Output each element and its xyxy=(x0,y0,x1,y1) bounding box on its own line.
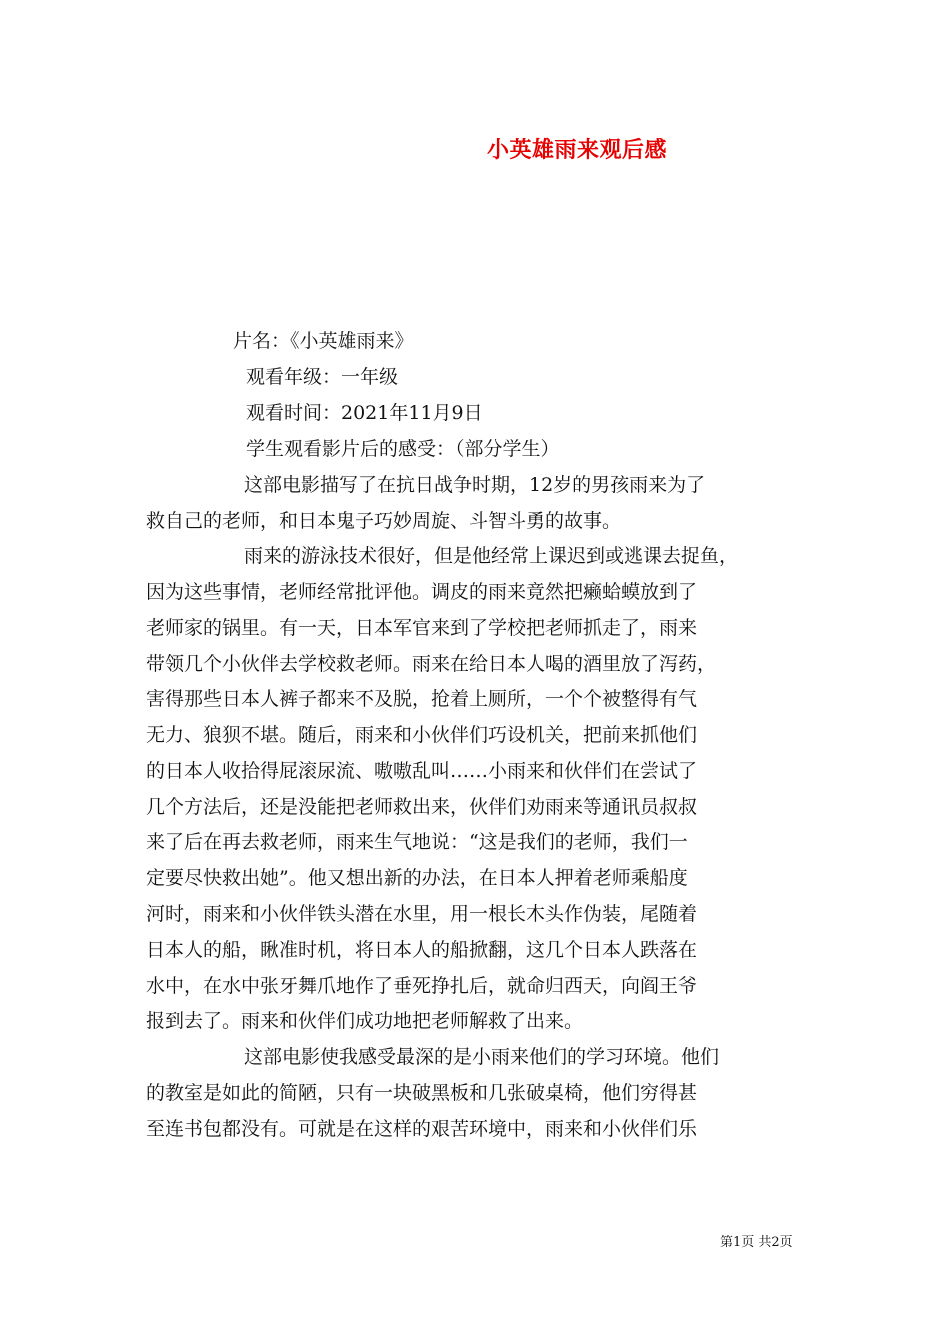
paragraph-line: 报到去了。雨来和伙伴们成功地把老师解救了出来。 xyxy=(146,1010,584,1032)
paragraph-line: 水中，在水中张牙舞爪地作了垂死挣扎后，就命归西天，向阎王爷 xyxy=(146,975,698,997)
paragraph-line: 的日本人收拾得屁滚尿流、嗷嗷乱叫……小雨来和伙伴们在尝试了 xyxy=(146,760,698,782)
page-number: 第1页 共2页 xyxy=(720,1235,793,1250)
paragraph-line: 救自己的老师，和日本鬼子巧妙周旋、斗智斗勇的故事。 xyxy=(146,510,622,532)
paragraph-line: 来了后在再去救老师，雨来生气地说：“这是我们的老师，我们一 xyxy=(146,831,688,853)
paragraph-line: 害得那些日本人裤子都来不及脱，抢着上厕所，一个个被整得有气 xyxy=(146,688,698,710)
paragraph-line: 因为这些事情，老师经常批评他。调皮的雨来竟然把癞蛤蟆放到了 xyxy=(146,581,698,603)
paragraph-line: 老师家的锅里。有一天，日本军官来到了学校把老师抓走了，雨来 xyxy=(146,617,698,639)
page-title: 小英雄雨来观后感 xyxy=(487,137,668,163)
film-name-line: 片名：《小英雄雨来》 xyxy=(233,330,414,352)
paragraph-line: 的教室是如此的简陋，只有一块破黑板和几张破桌椅，他们穷得甚 xyxy=(146,1082,698,1104)
paragraph-line: 日本人的船，瞅准时机，将日本人的船掀翻，这几个日本人跌落在 xyxy=(146,939,698,961)
paragraph-line: 无力、狼狈不堪。随后，雨来和小伙伴们巧设机关，把前来抓他们 xyxy=(146,724,698,746)
paragraph-line: 至连书包都没有。可就是在这样的艰苦环境中，雨来和小伙伴们乐 xyxy=(146,1118,698,1140)
paragraph-line: 这部电影描写了在抗日战争时期，12岁的男孩雨来为了 xyxy=(244,474,706,496)
paragraph-line: 几个方法后，还是没能把老师救出来，伙伴们劝雨来等通讯员叔叔 xyxy=(146,796,698,818)
paragraph-line: 河时，雨来和小伙伴铁头潜在水里，用一根长木头作伪装，尾随着 xyxy=(146,903,698,925)
paragraph-line: 定要尽快救出她”。他又想出新的办法，在日本人押着老师乘船度 xyxy=(146,867,688,889)
feedback-intro-line: 学生观看影片后的感受：（部分学生） xyxy=(246,438,560,460)
paragraph-line: 雨来的游泳技术很好，但是他经常上课迟到或逃课去捉鱼， xyxy=(244,545,739,567)
grade-line: 观看年级：一年级 xyxy=(246,366,399,388)
paragraph-line: 带领几个小伙伴去学校救老师。雨来在给日本人喝的酒里放了泻药， xyxy=(146,653,717,675)
date-line: 观看时间：2021年11月9日 xyxy=(246,402,483,424)
paragraph-line: 这部电影使我感受最深的是小雨来他们的学习环境。他们 xyxy=(244,1046,720,1068)
